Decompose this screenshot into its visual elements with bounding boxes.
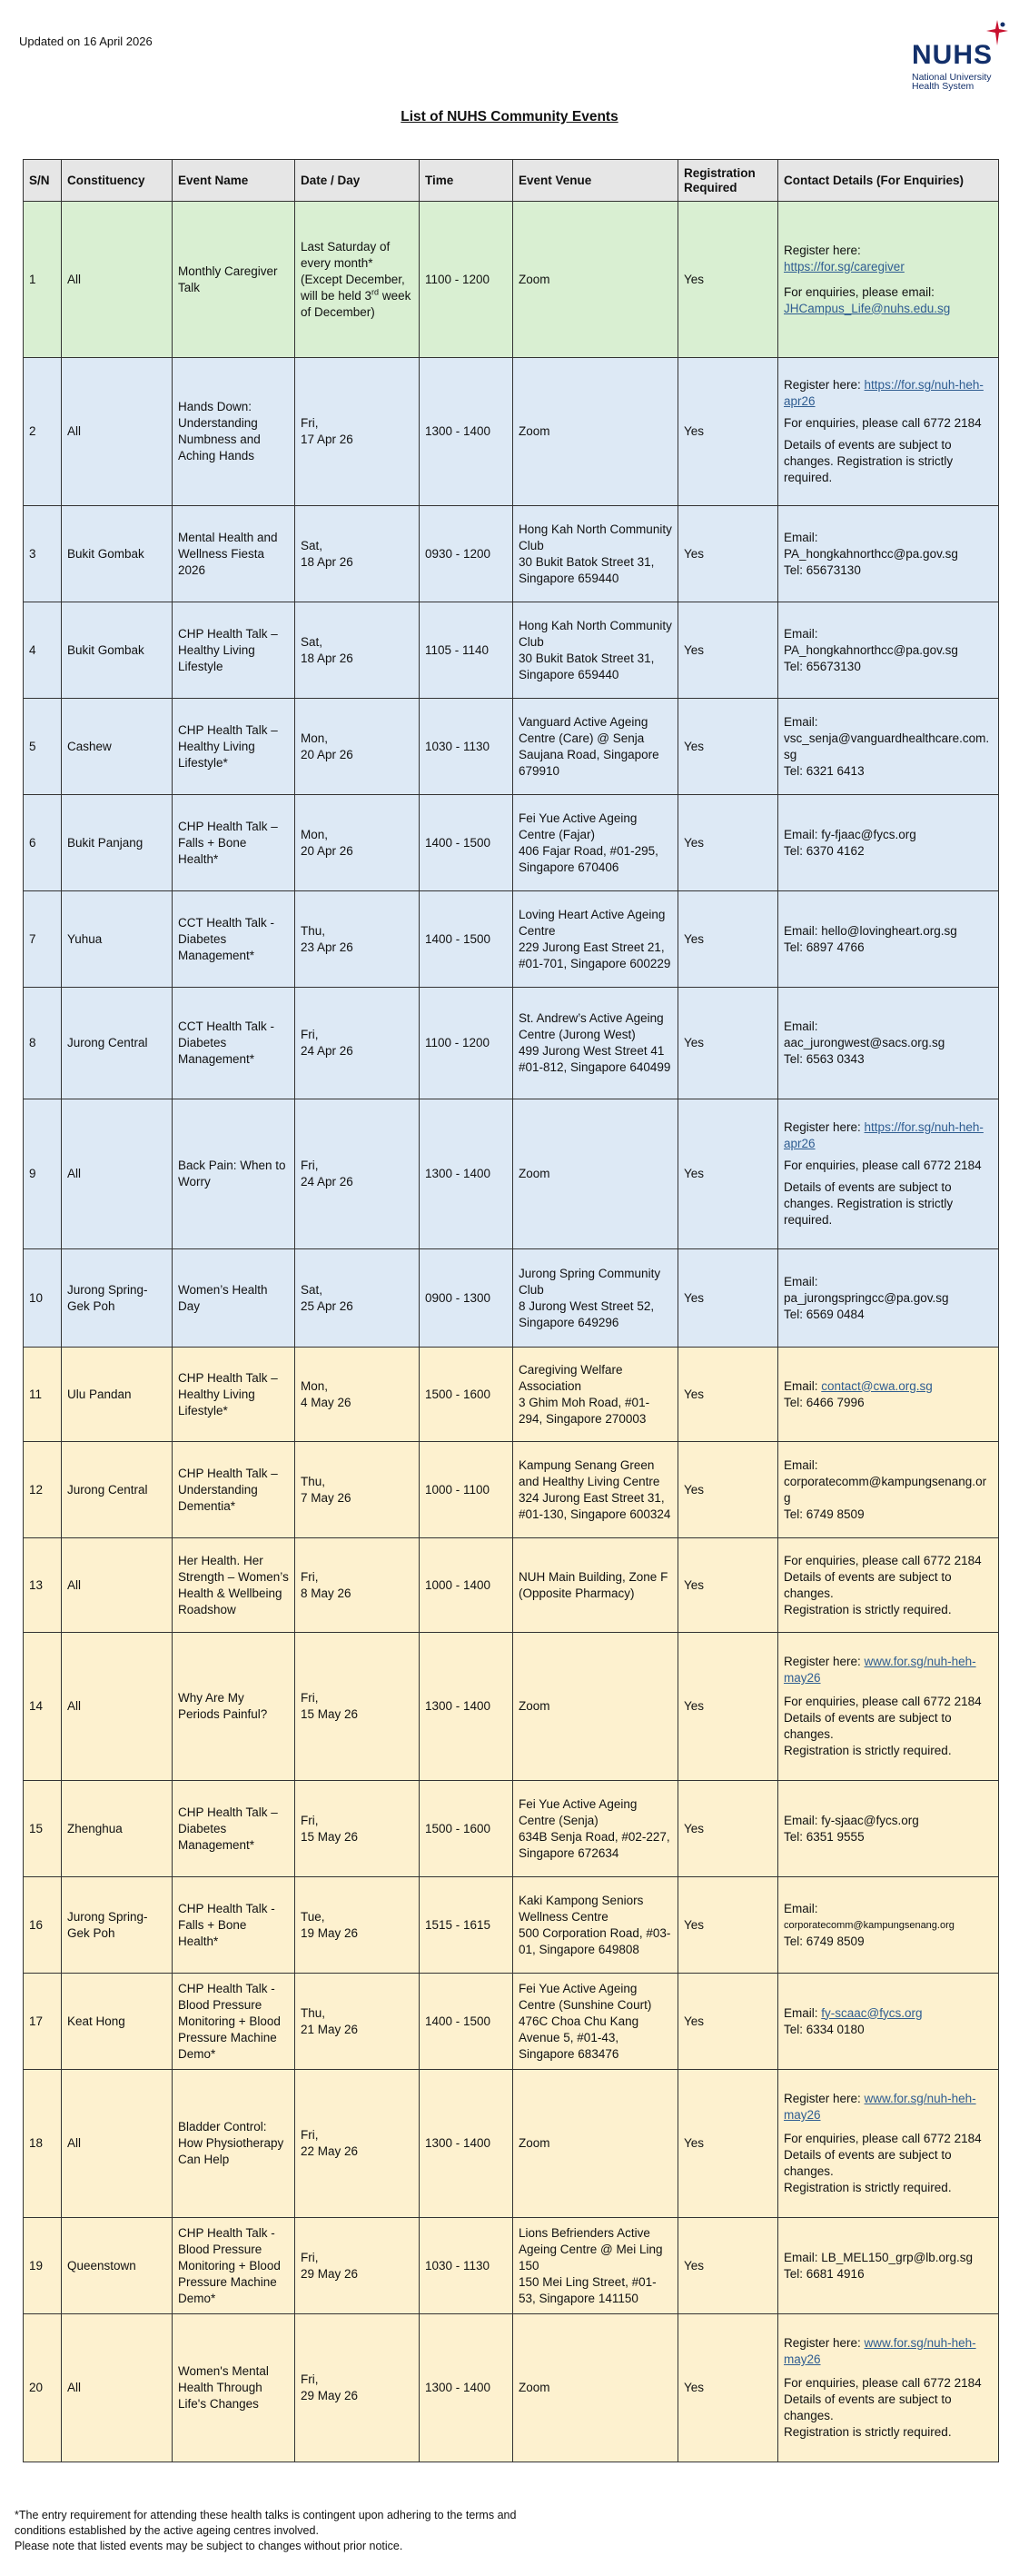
register-link[interactable]: https://for.sg/caregiver <box>784 259 905 274</box>
col-header: Constituency <box>62 160 173 202</box>
cell-event: Back Pain: When to Worry <box>173 1099 295 1249</box>
cell-venue: St. Andrew’s Active Ageing Centre (Jurong West) 499 Jurong West Street 41 #01-812, Singapore 640499 <box>513 988 678 1099</box>
cell-sn: 13 <box>24 1538 62 1633</box>
cell-time: 0930 - 1200 <box>420 506 513 602</box>
table-row <box>24 795 999 891</box>
cell-contact: Email: fy-fjaac@fycs.org Tel: 6370 4162 <box>778 795 999 891</box>
cell-date: Mon, 20 Apr 26 <box>295 699 420 795</box>
cell-sn: 16 <box>24 1877 62 1974</box>
cell-event: CHP Health Talk – Healthy Living Lifestyle* <box>173 1348 295 1442</box>
col-header: Event Name <box>173 160 295 202</box>
cell-constituency: Keat Hong <box>62 1974 173 2070</box>
cell-time: 1030 - 1130 <box>420 2218 513 2314</box>
cell-venue: Loving Heart Active Ageing Centre 229 Jurong East Street 21, #01-701, Singapore 600229 <box>513 891 678 988</box>
cell-contact: Email: pa_jurongspringcc@pa.gov.sg Tel: 6569 0484 <box>778 1249 999 1348</box>
cell-time: 1300 - 1400 <box>420 2314 513 2462</box>
cell-event: Women’s Health Day <box>173 1249 295 1348</box>
cell-constituency: All <box>62 358 173 506</box>
cell-date: Fri, 24 Apr 26 <box>295 1099 420 1249</box>
cell-event: CHP Health Talk - Falls + Bone Health* <box>173 1877 295 1974</box>
table-row <box>24 1633 999 1781</box>
events-table <box>23 159 999 2462</box>
cell-constituency: All <box>62 2314 173 2462</box>
register-link[interactable]: www.for.sg/nuh-heh-may26 <box>784 2336 976 2366</box>
cell-sn: 19 <box>24 2218 62 2314</box>
page-title: List of NUHS Community Events <box>401 109 618 124</box>
cell-registration: Yes <box>678 795 778 891</box>
cell-constituency: Jurong Spring-Gek Poh <box>62 1249 173 1348</box>
cell-time: 1500 - 1600 <box>420 1781 513 1877</box>
cell-contact: Register here: www.for.sg/nuh-heh-may26 For enquiries, please call 6772 2184 Details of events are subject to changes. Registration is strictly required. <box>778 2070 999 2218</box>
cell-venue: NUH Main Building, Zone F (Opposite Pharmacy) <box>513 1538 678 1633</box>
table-row <box>24 2314 999 2462</box>
cell-time: 1400 - 1500 <box>420 1974 513 2070</box>
table-row <box>24 602 999 699</box>
cell-contact: Email: hello@lovingheart.org.sg Tel: 6897 4766 <box>778 891 999 988</box>
cell-event: Mental Health and Wellness Fiesta 2026 <box>173 506 295 602</box>
cell-sn: 9 <box>24 1099 62 1249</box>
cell-time: 1100 - 1200 <box>420 988 513 1099</box>
register-link[interactable]: https://for.sg/nuh-heh-apr26 <box>784 1120 984 1150</box>
cell-registration: Yes <box>678 1781 778 1877</box>
cell-sn: 5 <box>24 699 62 795</box>
table-row <box>24 1877 999 1974</box>
cell-venue: Hong Kah North Community Club 30 Bukit Batok Street 31, Singapore 659440 <box>513 602 678 699</box>
cell-event: Her Health. Her Strength – Women’s Health & Wellbeing Roadshow <box>173 1538 295 1633</box>
cell-registration: Yes <box>678 506 778 602</box>
cell-contact: Register here: https://for.sg/nuh-heh-apr26 For enquiries, please call 6772 2184 Details of events are subject to changes. Registration is strictly required. <box>778 1099 999 1249</box>
table-row <box>24 699 999 795</box>
cell-venue: Zoom <box>513 2314 678 2462</box>
cell-venue: Zoom <box>513 1099 678 1249</box>
cell-event: CHP Health Talk – Understanding Dementia* <box>173 1442 295 1538</box>
cell-sn: 14 <box>24 1633 62 1781</box>
cell-contact: Register here: www.for.sg/nuh-heh-may26 For enquiries, please call 6772 2184 Details of events are subject to changes. Registration is strictly required. <box>778 1633 999 1781</box>
cell-date: Sat, 18 Apr 26 <box>295 506 420 602</box>
cell-event: CHP Health Talk - Blood Pressure Monitoring + Blood Pressure Machine Demo* <box>173 2218 295 2314</box>
cell-sn: 3 <box>24 506 62 602</box>
cell-venue: Fei Yue Active Ageing Centre (Fajar) 406 Fajar Road, #01-295, Singapore 670406 <box>513 795 678 891</box>
cell-sn: 4 <box>24 602 62 699</box>
cell-event: CHP Health Talk – Healthy Living Lifestyle <box>173 602 295 699</box>
cell-registration: Yes <box>678 1348 778 1442</box>
cell-date: Fri, 22 May 26 <box>295 2070 420 2218</box>
email-link[interactable]: JHCampus_Life@nuhs.edu.sg <box>784 301 951 315</box>
cell-sn: 10 <box>24 1249 62 1348</box>
table-row <box>24 202 999 358</box>
cell-registration: Yes <box>678 1974 778 2070</box>
cell-registration: Yes <box>678 202 778 358</box>
cell-event: Bladder Control: How Physiotherapy Can Help <box>173 2070 295 2218</box>
footnote: *The entry requirement for attending these health talks is contingent upon adhering to the terms and conditions established by the active ageing centres involved. Please note that listed events may be subject to changes without prior notice. <box>15 2509 517 2552</box>
cell-sn: 2 <box>24 358 62 506</box>
cell-date: Fri, 17 Apr 26 <box>295 358 420 506</box>
cell-date: Fri, 8 May 26 <box>295 1538 420 1633</box>
email-link[interactable]: fy-scaac@fycs.org <box>821 2005 923 2020</box>
cell-constituency: All <box>62 1633 173 1781</box>
cell-time: 1105 - 1140 <box>420 602 513 699</box>
cell-sn: 7 <box>24 891 62 988</box>
cell-event: Monthly Caregiver Talk <box>173 202 295 358</box>
col-header: Contact Details (For Enquiries) <box>778 160 999 202</box>
cell-time: 1000 - 1400 <box>420 1538 513 1633</box>
cell-sn: 18 <box>24 2070 62 2218</box>
cell-registration: Yes <box>678 1099 778 1249</box>
cell-sn: 1 <box>24 202 62 358</box>
cell-contact: Register here: www.for.sg/nuh-heh-may26 For enquiries, please call 6772 2184 Details of events are subject to changes. Registration is strictly required. <box>778 2314 999 2462</box>
cell-date: Thu, 21 May 26 <box>295 1974 420 2070</box>
register-link[interactable]: https://for.sg/nuh-heh-apr26 <box>784 378 984 408</box>
cell-constituency: Ulu Pandan <box>62 1348 173 1442</box>
col-header: S/N <box>24 160 62 202</box>
cell-contact: Email: corporatecomm@kampungsenang.org Tel: 6749 8509 <box>778 1877 999 1974</box>
cell-time: 1100 - 1200 <box>420 202 513 358</box>
cell-contact: Email: fy-sjaac@fycs.org Tel: 6351 9555 <box>778 1781 999 1877</box>
table-row <box>24 2070 999 2218</box>
register-link[interactable]: www.for.sg/nuh-heh-may26 <box>784 1655 976 1685</box>
cell-date: Thu, 23 Apr 26 <box>295 891 420 988</box>
cell-sn: 17 <box>24 1974 62 2070</box>
cell-venue: Zoom <box>513 2070 678 2218</box>
cell-time: 1000 - 1100 <box>420 1442 513 1538</box>
cell-time: 1500 - 1600 <box>420 1348 513 1442</box>
nuhs-logo <box>912 18 1012 91</box>
cell-constituency: All <box>62 2070 173 2218</box>
cell-sn: 12 <box>24 1442 62 1538</box>
cell-venue: Zoom <box>513 1633 678 1781</box>
cell-registration: Yes <box>678 2314 778 2462</box>
cell-event: CCT Health Talk - Diabetes Management* <box>173 988 295 1099</box>
cell-venue: Hong Kah North Community Club 30 Bukit Batok Street 31, Singapore 659440 <box>513 506 678 602</box>
logo-subtitle: National University Health System <box>912 72 992 92</box>
cell-event: CHP Health Talk – Falls + Bone Health* <box>173 795 295 891</box>
cell-venue: Kaki Kampong Seniors Wellness Centre 500 Corporation Road, #03-01, Singapore 649808 <box>513 1877 678 1974</box>
cell-event: Hands Down: Understanding Numbness and Aching Hands <box>173 358 295 506</box>
cell-time: 1400 - 1500 <box>420 795 513 891</box>
cell-constituency: All <box>62 202 173 358</box>
cell-date: Fri, 15 May 26 <box>295 1633 420 1781</box>
cell-date: Mon, 20 Apr 26 <box>295 795 420 891</box>
cell-registration: Yes <box>678 1249 778 1348</box>
table-row <box>24 1249 999 1348</box>
cell-date: Last Saturday of every month* (Except December, will be held 3rd week of December) <box>295 202 420 358</box>
table-row <box>24 1974 999 2070</box>
cell-event: Why Are My Periods Painful? <box>173 1633 295 1781</box>
cell-date: Mon, 4 May 26 <box>295 1348 420 1442</box>
cell-constituency: Jurong Central <box>62 988 173 1099</box>
cell-date: Fri, 29 May 26 <box>295 2314 420 2462</box>
cell-contact: Email: fy-scaac@fycs.org Tel: 6334 0180 <box>778 1974 999 2070</box>
cell-event: CHP Health Talk – Diabetes Management* <box>173 1781 295 1877</box>
cell-event: CCT Health Talk - Diabetes Management* <box>173 891 295 988</box>
cell-time: 1300 - 1400 <box>420 2070 513 2218</box>
cell-sn: 15 <box>24 1781 62 1877</box>
table-row <box>24 1538 999 1633</box>
cell-date: Sat, 25 Apr 26 <box>295 1249 420 1348</box>
cell-constituency: Yuhua <box>62 891 173 988</box>
table-row <box>24 358 999 506</box>
cell-date: Tue, 19 May 26 <box>295 1877 420 1974</box>
cell-constituency: Jurong Spring-Gek Poh <box>62 1877 173 1974</box>
cell-date: Fri, 24 Apr 26 <box>295 988 420 1099</box>
cell-constituency: Jurong Central <box>62 1442 173 1538</box>
cell-constituency: Cashew <box>62 699 173 795</box>
cell-contact: Email: PA_hongkahnorthcc@pa.gov.sg Tel: 65673130 <box>778 506 999 602</box>
cell-venue: Caregiving Welfare Association 3 Ghim Moh Road, #01-294, Singapore 270003 <box>513 1348 678 1442</box>
cell-constituency: Zhenghua <box>62 1781 173 1877</box>
cell-sn: 20 <box>24 2314 62 2462</box>
cell-time: 1515 - 1615 <box>420 1877 513 1974</box>
cell-event: CHP Health Talk – Healthy Living Lifestyle* <box>173 699 295 795</box>
cell-time: 1300 - 1400 <box>420 1633 513 1781</box>
col-header: Time <box>420 160 513 202</box>
cell-contact: Register here: https://for.sg/nuh-heh-apr26 For enquiries, please call 6772 2184 Details of events are subject to changes. Registration is strictly required. <box>778 358 999 506</box>
cell-constituency: Bukit Panjang <box>62 795 173 891</box>
register-link[interactable]: www.for.sg/nuh-heh-may26 <box>784 2092 976 2122</box>
col-header: Registration Required <box>678 160 778 202</box>
cell-contact: Email: contact@cwa.org.sg Tel: 6466 7996 <box>778 1348 999 1442</box>
cell-registration: Yes <box>678 2218 778 2314</box>
cell-event: CHP Health Talk - Blood Pressure Monitoring + Blood Pressure Machine Demo* <box>173 1974 295 2070</box>
cell-registration: Yes <box>678 1877 778 1974</box>
table-row <box>24 1781 999 1877</box>
col-header: Event Venue <box>513 160 678 202</box>
cell-sn: 11 <box>24 1348 62 1442</box>
cell-contact: Email: vsc_senja@vanguardhealthcare.com.sg Tel: 6321 6413 <box>778 699 999 795</box>
table-row <box>24 988 999 1099</box>
cell-constituency: All <box>62 1538 173 1633</box>
cell-time: 0900 - 1300 <box>420 1249 513 1348</box>
cell-registration: Yes <box>678 602 778 699</box>
cell-constituency: All <box>62 1099 173 1249</box>
cell-venue: Vanguard Active Ageing Centre (Care) @ Senja Saujana Road, Singapore 679910 <box>513 699 678 795</box>
cell-sn: 6 <box>24 795 62 891</box>
cell-contact: Register here: https://for.sg/caregiver For enquiries, please email: JHCampus_Life@nuhs.edu.sg <box>778 202 999 358</box>
cell-date: Thu, 7 May 26 <box>295 1442 420 1538</box>
cell-registration: Yes <box>678 1538 778 1633</box>
cell-contact: Email: aac_jurongwest@sacs.org.sg Tel: 6563 0343 <box>778 988 999 1099</box>
table-row <box>24 891 999 988</box>
cell-registration: Yes <box>678 699 778 795</box>
email-link[interactable]: contact@cwa.org.sg <box>821 1378 933 1393</box>
table-row <box>24 2218 999 2314</box>
cell-contact: For enquiries, please call 6772 2184 Details of events are subject to changes. Registration is strictly required. <box>778 1538 999 1633</box>
cell-time: 1300 - 1400 <box>420 1099 513 1249</box>
cell-contact: Email: corporatecomm@kampungsenang.org Tel: 6749 8509 <box>778 1442 999 1538</box>
cell-time: 1300 - 1400 <box>420 358 513 506</box>
updated-date: Updated on 16 April 2026 <box>19 35 153 48</box>
cell-contact: Email: PA_hongkahnorthcc@pa.gov.sg Tel: 65673130 <box>778 602 999 699</box>
cell-time: 1030 - 1130 <box>420 699 513 795</box>
cell-registration: Yes <box>678 988 778 1099</box>
cell-time: 1400 - 1500 <box>420 891 513 988</box>
cell-venue: Fei Yue Active Ageing Centre (Senja) 634B Senja Road, #02-227, Singapore 672634 <box>513 1781 678 1877</box>
cell-venue: Fei Yue Active Ageing Centre (Sunshine Court) 476C Choa Chu Kang Avenue 5, #01-43, Singapore 683476 <box>513 1974 678 2070</box>
cell-constituency: Queenstown <box>62 2218 173 2314</box>
cell-date: Fri, 15 May 26 <box>295 1781 420 1877</box>
table-header-row <box>24 160 999 202</box>
cell-registration: Yes <box>678 1633 778 1781</box>
cell-contact: Email: LB_MEL150_grp@lb.org.sg Tel: 6681 4916 <box>778 2218 999 2314</box>
cell-registration: Yes <box>678 358 778 506</box>
cell-venue: Zoom <box>513 202 678 358</box>
cell-date: Sat, 18 Apr 26 <box>295 602 420 699</box>
cell-constituency: Bukit Gombak <box>62 506 173 602</box>
table-row <box>24 1099 999 1249</box>
cell-registration: Yes <box>678 891 778 988</box>
cell-venue: Lions Befrienders Active Ageing Centre @ Mei Ling 150 150 Mei Ling Street, #01-53, Singapore 141150 <box>513 2218 678 2314</box>
cell-venue: Zoom <box>513 358 678 506</box>
cell-event: Women's Mental Health Through Life's Changes <box>173 2314 295 2462</box>
cell-sn: 8 <box>24 988 62 1099</box>
cell-venue: Jurong Spring Community Club 8 Jurong West Street 52, Singapore 649296 <box>513 1249 678 1348</box>
col-header: Date / Day <box>295 160 420 202</box>
cell-date: Fri, 29 May 26 <box>295 2218 420 2314</box>
cell-registration: Yes <box>678 2070 778 2218</box>
table-row <box>24 1348 999 1442</box>
cell-registration: Yes <box>678 1442 778 1538</box>
logo-text: NUHS <box>912 40 994 70</box>
table-row <box>24 506 999 602</box>
cell-venue: Kampung Senang Green and Healthy Living Centre 324 Jurong East Street 31, #01-130, Singapore 600324 <box>513 1442 678 1538</box>
table-row <box>24 1442 999 1538</box>
cell-constituency: Bukit Gombak <box>62 602 173 699</box>
